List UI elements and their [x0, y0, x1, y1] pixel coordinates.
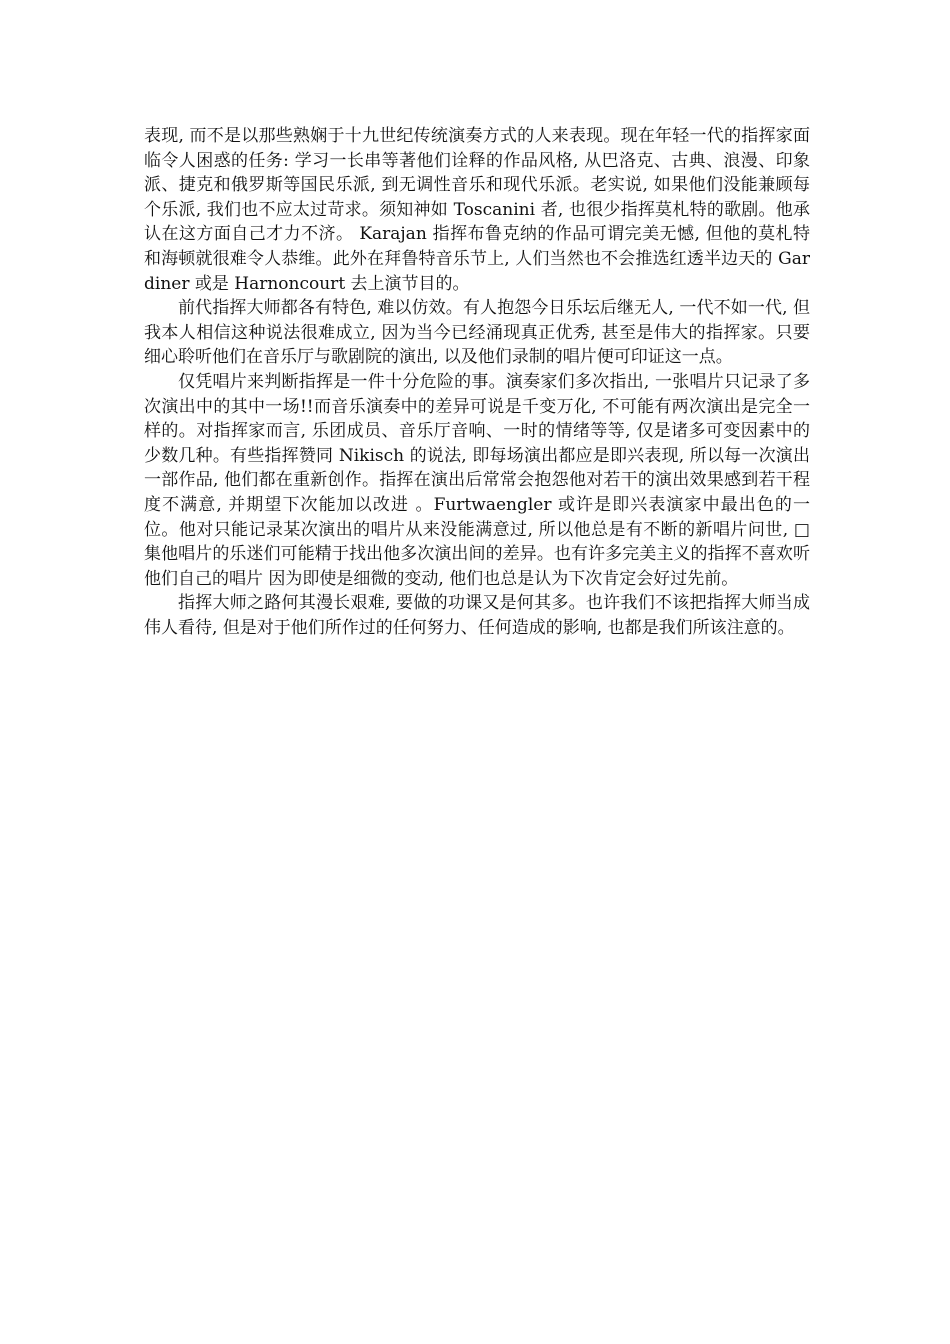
paragraph-3: 仅凭唱片来判断指挥是一件十分危险的事。演奏家们多次指出, 一张唱片只记录了多次演出中的其中一场!!而音乐演奏中的差异可说是千变万化, 不可能有两次演出是完全一样的。对指挥家而言, 乐团成员、音乐厅音响、一时的情绪等等, 仅是诸多可变因素中的少数几种。有些指挥赞同 Nikisch 的说法, 即每场演出都应是即兴表现, 所以每一次演出一部作品, 他们都在重新创作。指挥在演出后常常会抱怨他对若干的演出效果感到若干程度不满意, 并期望下次能加以改进 。Furtwaengler 或许是即兴表演家中最出色的一位。他对只能记录某次演出的唱片从来没能满意过, 所以他总是有不断的新唱片问世, □集他唱片的乐迷们可能精于找出他多次演出间的差异。也有许多完美主义的指挥不喜欢听他们自己的唱片 因为即使是细微的变动, 他们也总是认为下次肯定会好过先前。: [144, 371, 810, 589]
paragraph-4: 指挥大师之路何其漫长艰难, 要做的功课又是何其多。也许我们不该把指挥大师当成伟人看待, 但是对于他们所作过的任何努力、任何造成的影响, 也都是我们所该注意的。: [144, 593, 810, 638]
body-text: [144, 124, 810, 640]
paragraph-2: 前代指挥大师都各有特色, 难以仿效。有人抱怨今日乐坛后继无人, 一代不如一代, 但我本人相信这种说法很难成立, 因为当今已经涌现真正优秀, 甚至是伟大的指挥家。只要细心聆听他们在音乐厅与歌剧院的演出, 以及他们录制的唱片便可印证这一点。: [144, 298, 810, 368]
paragraph-1: 表现, 而不是以那些熟娴于十九世纪传统演奏方式的人来表现。现在年轻一代的指挥家面临令人困惑的任务: 学习一长串等著他们诠释的作品风格, 从巴洛克、古典、浪漫、印象派、捷克和俄罗斯等国民乐派, 到无调性音乐和现代乐派。老实说, 如果他们没能兼顾每个乐派, 我们也不应太过苛求。须知神如 Toscanini 者, 也很少指挥莫札特的歌剧。他承认在这方面自己才力不济。 Karajan 指挥布鲁克纳的作品可谓完美无憾, 但他的莫札特和海顿就很难令人恭维。此外在拜鲁特音乐节上, 人们当然也不会推选红透半边天的 Gardiner 或是 Harnoncourt 去上演节目的。: [144, 126, 810, 294]
